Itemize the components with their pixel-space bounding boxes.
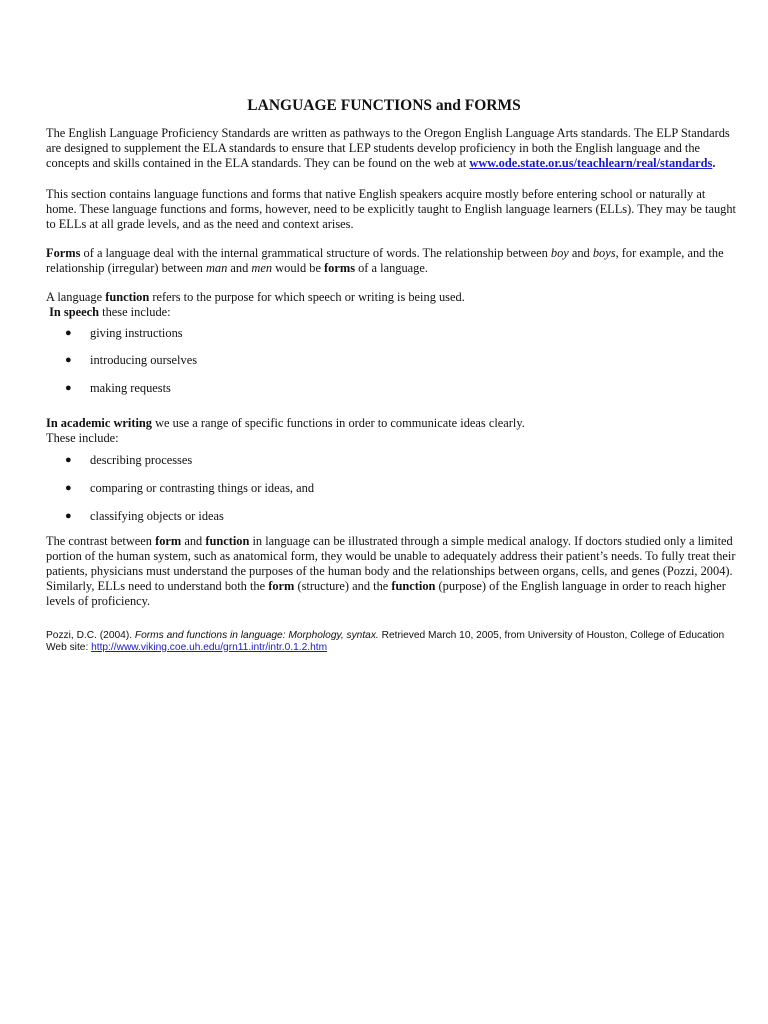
list-item-text: describing processes	[90, 453, 193, 467]
bullet-icon: ●	[65, 327, 72, 339]
standards-link[interactable]: www.ode.state.or.us/teachlearn/real/standards	[469, 156, 713, 170]
list-item	[0, 453, 768, 468]
contrast-text-5: (purpose) of the English language in order to reach higher levels of proficiency.	[46, 579, 726, 608]
speech-label-rest: these include:	[99, 305, 171, 319]
list-item	[0, 353, 768, 368]
contrast-text-4: (structure) and the	[294, 579, 392, 593]
section-paragraph: This section contains language functions and forms that native English speakers acquire mostly before entering school or naturally at home. These language functions and forms, however, need to be explicitly taught to English language learners (ELLs). They may be taught to ELLs at all grade levels, and as the need and context arises.	[46, 187, 736, 231]
list-item-text: comparing or contrasting things or ideas, and	[90, 481, 315, 495]
man-word: man	[205, 261, 228, 275]
academic-line-2: These include:	[46, 431, 119, 445]
forms-text-3: , for example, and the relationship (irregular) between	[46, 246, 724, 275]
forms-term-2: forms	[324, 261, 356, 275]
list-item-text: introducing ourselves	[90, 353, 198, 367]
reference-source: Retrieved March 10, 2005, from University of Houston, College of Education Web site:	[46, 630, 725, 653]
academic-paragraph	[46, 416, 736, 446]
bullet-icon: ●	[65, 454, 72, 466]
page-title: LANGUAGE FUNCTIONS and FORMS	[247, 97, 521, 114]
forms-text-4: and	[227, 261, 252, 275]
contrast-paragraph	[46, 534, 736, 609]
list-item	[0, 326, 768, 341]
forms-text-2: and	[568, 246, 593, 260]
bullet-icon: ●	[65, 510, 72, 522]
forms-text-6: of a language.	[355, 261, 428, 275]
form-term-2: form	[268, 579, 295, 593]
forms-text-1: of a language deal with the internal grammatical structure of words. The relationship between	[80, 246, 551, 260]
function-text-2: refers to the purpose for which speech or writing is being used.	[149, 290, 465, 304]
list-item	[0, 481, 768, 496]
forms-paragraph	[46, 246, 736, 276]
list-item	[0, 381, 768, 396]
contrast-text-3: in language can be illustrated through a simple medical analogy. If doctors studied only a limited portion of the human system, such as anatomical form, they would be unable to adequately address their patient’s needs. To fully treat their patients, physicians must understand the purposes of the human body and the relationships between organs, cells, and genes (Pozzi, 2004). Similarly, ELLs need to understand both the	[46, 534, 736, 593]
boys-word: boys	[592, 246, 616, 260]
academic-text: we use a range of specific functions in order to communicate ideas clearly.	[152, 416, 525, 430]
reference-author: Pozzi, D.C. (2004).	[46, 630, 135, 641]
forms-text-5: would be	[272, 261, 325, 275]
bullet-icon: ●	[65, 382, 72, 394]
academic-label: In academic writing	[46, 416, 152, 430]
list-item-text: classifying objects or ideas	[90, 509, 224, 523]
function-paragraph	[46, 290, 736, 320]
men-word: men	[251, 261, 273, 275]
boy-word: boy	[550, 246, 569, 260]
function-term-3: function	[391, 579, 436, 593]
reference-citation	[46, 630, 746, 653]
intro-period: .	[712, 156, 716, 170]
list-item	[0, 509, 768, 524]
function-text-1: A language	[46, 290, 106, 304]
function-term-2: function	[205, 534, 250, 548]
list-item-text: giving instructions	[90, 326, 183, 340]
intro-paragraph	[46, 126, 736, 171]
reference-link[interactable]: http://www.viking.coe.uh.edu/grn11.intr/intr.0.1.2.htm	[91, 641, 328, 653]
speech-label: In speech	[49, 305, 100, 319]
function-term: function	[105, 290, 150, 304]
list-item-text: making requests	[90, 381, 171, 395]
intro-text: The English Language Proficiency Standards are written as pathways to the Oregon English Language Arts standards. The ELP Standards are designed to supplement the ELA standards to ensure that LEP students develop proficiency in both the English language and the concepts and skills contained in the ELA standards. They can be found on the web at	[46, 126, 730, 170]
contrast-text-2: and	[181, 534, 206, 548]
bullet-icon: ●	[65, 482, 72, 494]
reference-title: Forms and functions in language: Morphology, syntax.	[134, 630, 379, 641]
contrast-text-1: The contrast between	[46, 534, 156, 548]
bullet-icon: ●	[65, 354, 72, 366]
form-term: form	[155, 534, 182, 548]
forms-term: Forms	[46, 246, 81, 260]
